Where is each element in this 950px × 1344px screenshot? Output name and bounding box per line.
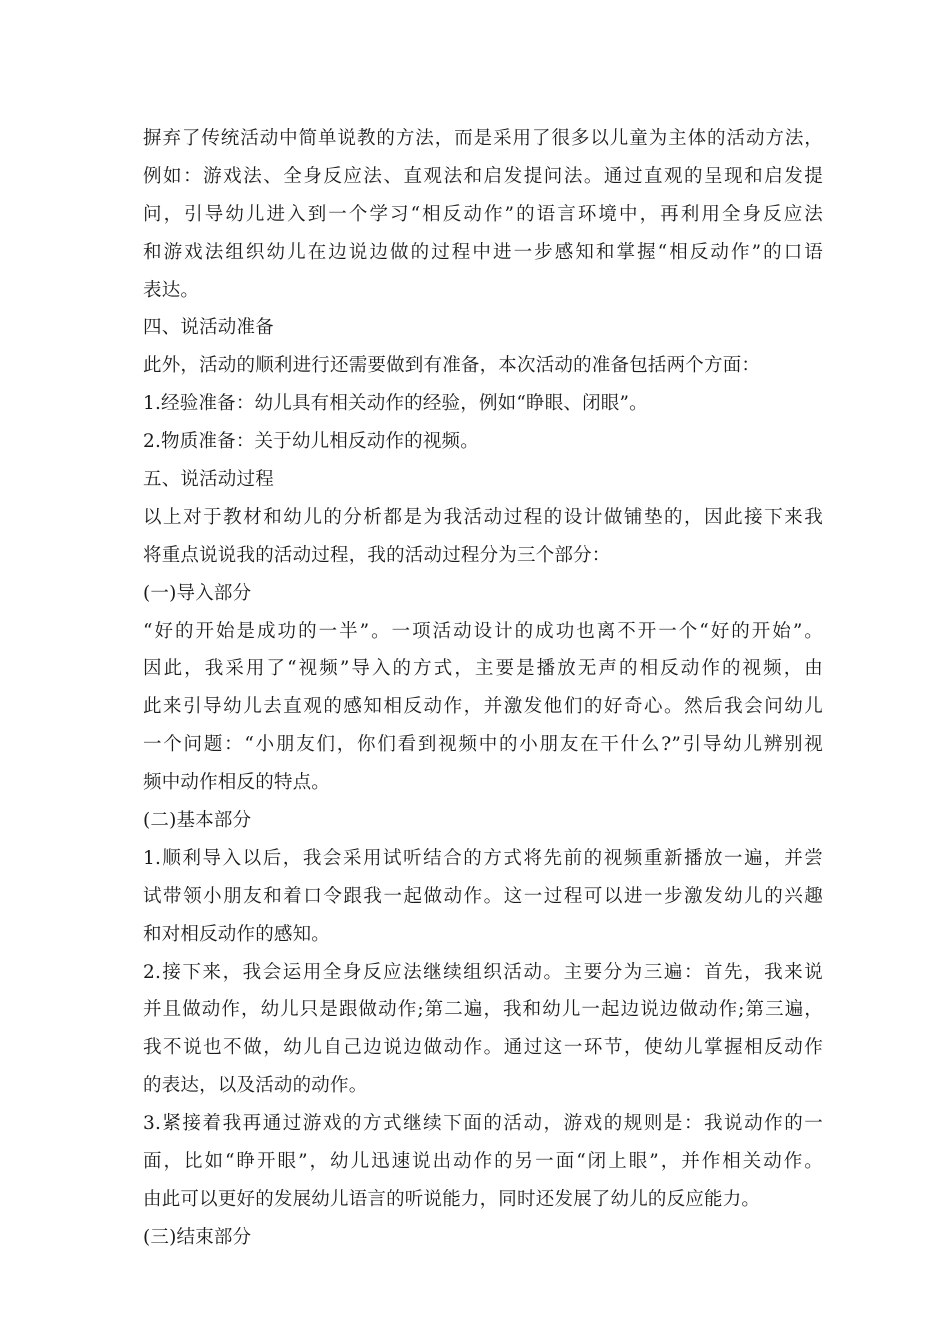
text-line: 我不说也不做，幼儿自己边说边做动作。通过这一环节，使幼儿掌握相反动作 [143,1037,823,1059]
text-line: 五、说活动过程 [143,469,274,491]
text-line: 由此可以更好的发展幼儿语言的听说能力，同时还发展了幼儿的反应能力。 [143,1188,761,1210]
text-line: 四、说活动准备 [143,317,274,339]
text-line: “好的开始是成功的一半”。一项活动设计的成功也离不开一个“好的开始”。 [143,620,823,642]
document-body [143,120,823,1257]
text-line: (三)结束部分 [143,1226,252,1248]
text-line: 试带领小朋友和着口令跟我一起做动作。这一过程可以进一步激发幼儿的兴趣 [143,885,823,907]
text-line: 并且做动作，幼儿只是跟做动作;第二遍，我和幼儿一起边说边做动作;第三遍， [143,999,823,1021]
text-line: 问，引导幼儿进入到一个学习“相反动作”的语言环境中，再利用全身反应法 [143,203,823,225]
text-line: 1.顺利导入以后，我会采用试听结合的方式将先前的视频重新播放一遍，并尝 [143,847,823,869]
text-line: 面，比如“睁开眼”，幼儿迅速说出动作的另一面“闭上眼”，并作相关动作。 [143,1151,823,1173]
text-line: 和游戏法组织幼儿在边说边做的过程中进一步感知和掌握“相反动作”的口语 [143,241,823,263]
text-line: 1.经验准备：幼儿具有相关动作的经验，例如“睁眼、闭眼”。 [143,393,648,415]
text-line: (二)基本部分 [143,810,252,832]
text-line: 此外，活动的顺利进行还需要做到有准备，本次活动的准备包括两个方面： [143,355,761,377]
text-line: 一个问题：“小朋友们，你们看到视频中的小朋友在干什么?”引导幼儿辨别视 [143,734,823,756]
text-line: 的表达，以及活动的动作。 [143,1075,368,1097]
text-line: 和对相反动作的感知。 [143,923,331,945]
text-line: 表达。 [143,279,200,301]
text-line: 将重点说说我的活动过程，我的活动过程分为三个部分： [143,544,611,566]
text-line: (一)导入部分 [143,582,252,604]
text-line: 摒弃了传统活动中简单说教的方法，而是采用了很多以儿童为主体的活动方法， [143,128,823,149]
text-line: 2.接下来，我会运用全身反应法继续组织活动。主要分为三遍：首先，我来说 [143,961,823,983]
text-line: 此来引导幼儿去直观的感知相反动作，并激发他们的好奇心。然后我会问幼儿 [143,696,823,718]
text-line: 频中动作相反的特点。 [143,772,331,794]
text-line: 因此，我采用了“视频”导入的方式，主要是播放无声的相反动作的视频，由 [143,658,823,680]
text-line: 2.物质准备：关于幼儿相反动作的视频。 [143,431,479,453]
text-line: 3.紧接着我再通过游戏的方式继续下面的活动，游戏的规则是：我说动作的一 [143,1113,823,1135]
text-line: 以上对于教材和幼儿的分析都是为我活动过程的设计做铺垫的，因此接下来我 [143,506,823,528]
text-line: 例如：游戏法、全身反应法、直观法和启发提问法。通过直观的呈现和启发提 [143,165,823,187]
